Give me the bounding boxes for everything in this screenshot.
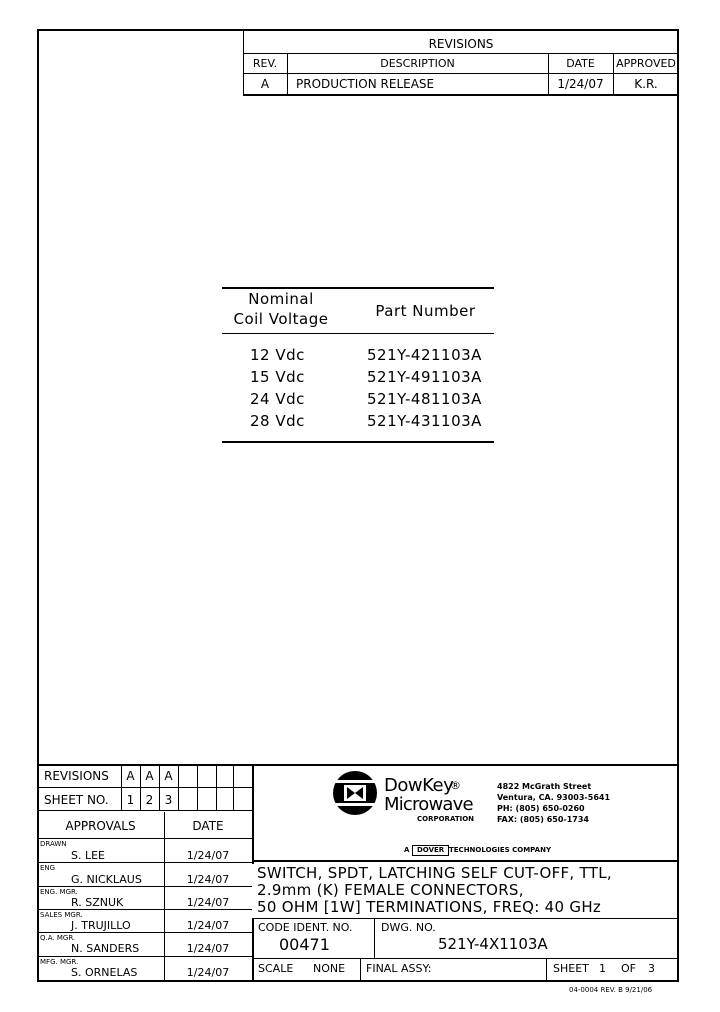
approval-date-5: 1/24/07	[186, 942, 230, 955]
sheet-status-block	[37, 764, 252, 812]
dwg-no-label: DWG. NO.	[381, 921, 436, 934]
status-sheet-3: 3	[164, 793, 173, 807]
rev-description: PRODUCTION RELEASE	[296, 77, 435, 91]
approval-role-4: SALES MGR.	[40, 911, 83, 919]
company-name-line2: Microwave	[384, 794, 473, 815]
approval-name-6: S. ORNELAS	[71, 966, 138, 979]
status-rev-2: A	[145, 769, 154, 783]
part-row-2: 521Y-491103A	[367, 368, 482, 386]
company-fax: FAX: (805) 650-1734	[497, 815, 589, 824]
approval-role-5: Q.A. MGR.	[40, 934, 76, 942]
part-row-4: 521Y-431103A	[367, 412, 482, 430]
company-address1: 4822 McGrath Street	[497, 782, 592, 791]
voltage-row-2: 15 Vdc	[250, 368, 305, 386]
rev-approved: K.R.	[634, 77, 658, 91]
col-rev: REV.	[252, 57, 278, 70]
part-row-3: 521Y-481103A	[367, 390, 482, 408]
scale-label: SCALE	[258, 962, 294, 975]
approval-name-5: N. SANDERS	[71, 942, 140, 955]
header-voltage-line1: Nominal	[248, 290, 314, 308]
revisions-heading: REVISIONS	[428, 37, 494, 51]
tagline-suffix: TECHNOLOGIES COMPANY	[449, 846, 552, 854]
approval-date-1: 1/24/07	[186, 849, 230, 862]
title-line-1: SWITCH, SPDT, LATCHING SELF CUT-OFF, TTL,	[257, 864, 612, 882]
scale-value: NONE	[313, 962, 346, 975]
approvals-heading: APPROVALS	[65, 819, 136, 833]
approval-name-1: S. LEE	[71, 849, 106, 862]
sheet-label: SHEET	[553, 962, 589, 975]
rev-date: 1/24/07	[557, 77, 604, 91]
approval-role-6: MFG. MGR.	[40, 958, 79, 966]
voltage-row-1: 12 Vdc	[250, 346, 305, 364]
revisions-block	[243, 29, 679, 96]
code-ident-label: CODE IDENT. NO.	[258, 921, 353, 934]
approval-role-2: ENG	[40, 864, 56, 872]
approval-name-4: J. TRUJILLO	[71, 919, 131, 932]
approval-date-6: 1/24/07	[186, 966, 230, 979]
of-label: OF	[621, 962, 636, 975]
voltage-row-4: 28 Vdc	[250, 412, 305, 430]
approval-role-3: ENG. MGR.	[40, 888, 78, 896]
col-date: DATE	[566, 57, 595, 70]
status-rev-1: A	[126, 769, 135, 783]
company-block	[253, 765, 679, 860]
header-voltage-line2: Coil Voltage	[233, 310, 329, 328]
sheet-value: 1	[599, 962, 606, 975]
company-name-line1: DowKey	[384, 775, 454, 796]
dwg-no-value: 521Y-4X1103A	[438, 935, 548, 953]
header-part-number: Part Number	[375, 302, 476, 320]
of-value: 3	[648, 962, 655, 975]
col-approved: APPROVED	[616, 57, 676, 70]
title-line-3: 50 OHM [1W] TERMINATIONS, FREQ: 40 GHz	[257, 898, 602, 916]
status-rev-3: A	[164, 769, 173, 783]
final-assy-label: FINAL ASSY:	[366, 962, 432, 975]
title-line-2: 2.9mm (K) FEMALE CONNECTORS,	[257, 881, 524, 899]
approval-date-4: 1/24/07	[186, 919, 230, 932]
approvals-date-heading: DATE	[192, 819, 224, 833]
approvals-block	[37, 812, 252, 982]
approval-name-3: R. SZNUK	[71, 896, 124, 909]
rev-value: A	[260, 77, 270, 91]
tagline-prefix: A	[404, 846, 410, 854]
status-revisions-label: REVISIONS	[44, 769, 109, 783]
approval-name-2: G. NICKLAUS	[71, 873, 142, 886]
status-sheet-label: SHEET NO.	[44, 793, 109, 807]
part-row-1: 521Y-421103A	[367, 346, 482, 364]
company-address2: Ventura, CA. 93003-5641	[497, 793, 611, 802]
tagline-brand: DOVER	[412, 845, 449, 856]
voltage-row-3: 24 Vdc	[250, 390, 305, 408]
approval-date-3: 1/24/07	[186, 896, 230, 909]
code-ident-value: 00471	[279, 935, 330, 954]
approval-role-1: DRAWN	[40, 840, 67, 848]
part-number-table	[222, 287, 494, 445]
status-sheet-2: 2	[145, 793, 154, 807]
status-sheet-1: 1	[126, 793, 135, 807]
company-registered-mark: ®	[450, 779, 461, 792]
form-number: 04-0004 REV. B 9/21/06	[569, 986, 653, 994]
company-phone: PH: (805) 650-0260	[497, 804, 585, 813]
approval-date-2: 1/24/07	[186, 873, 230, 886]
company-logo-icon	[332, 770, 378, 816]
company-corporation: CORPORATION	[417, 815, 475, 823]
col-description: DESCRIPTION	[380, 57, 455, 70]
